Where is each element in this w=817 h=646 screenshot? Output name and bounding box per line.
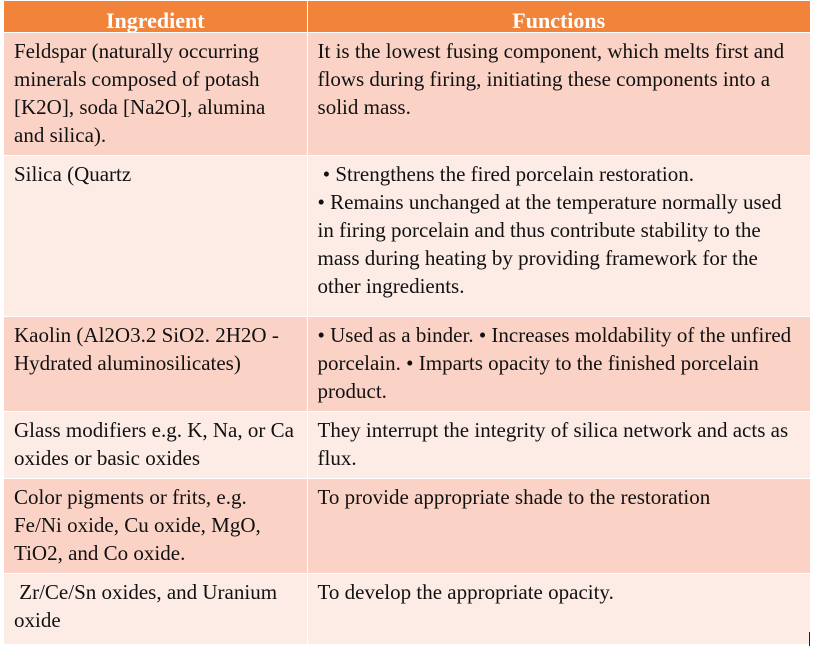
table-row <box>4 479 811 574</box>
function-text: • Strengthens the fired porcelain restoration. <box>317 162 694 186</box>
functions-cell <box>307 479 810 574</box>
ingredient-cell: Silica (Quartz <box>4 156 308 317</box>
ingredient-cell: Feldspar (naturally occurring minerals composed of potash [K2O], soda [Na2O], alumina and silica). <box>4 33 308 156</box>
ingredients-table <box>3 0 811 645</box>
function-text: To provide appropriate shade to the restoration <box>317 485 711 509</box>
ingredient-cell: Glass modifiers e.g. K, Na, or Ca oxides or basic oxides <box>4 412 308 479</box>
functions-cell <box>307 412 810 479</box>
ingredient-cell: Color pigments or frits, e.g. Fe/Ni oxide, Cu oxide, MgO, TiO2, and Co oxide. <box>4 479 308 574</box>
function-text: To develop the appropriate opacity. <box>317 580 614 604</box>
table-row <box>4 317 811 412</box>
cursor-mark <box>809 632 810 646</box>
ingredient-cell: Zr/Ce/Sn oxides, and Uranium oxide <box>4 574 308 645</box>
functions-cell <box>307 33 810 156</box>
header-functions: Functions <box>307 1 810 33</box>
ingredient-cell: Kaolin (Al2O3.2 SiO2. 2H2O - Hydrated aluminosilicates) <box>4 317 308 412</box>
functions-cell <box>307 156 810 317</box>
functions-cell <box>307 317 810 412</box>
table-row <box>4 156 811 317</box>
function-text: They interrupt the integrity of silica network and acts as flux. <box>317 418 789 470</box>
function-text: • Remains unchanged at the temperature normally used in firing porcelain and thus contribute stability to the mass during heating by providing framework for the other ingredients. <box>317 190 782 298</box>
header-ingredient: Ingredient <box>4 1 308 33</box>
function-text: It is the lowest fusing component, which melts first and flows during firing, initiating these components into a solid mass. <box>317 39 785 119</box>
table-row <box>4 33 811 156</box>
function-text: • Used as a binder. • Increases moldability of the unfired porcelain. • Imparts opacity to the finished porcelain product. <box>317 323 792 403</box>
table-header-row <box>4 1 811 33</box>
table-row <box>4 412 811 479</box>
table-row <box>4 574 811 645</box>
functions-cell <box>307 574 810 645</box>
